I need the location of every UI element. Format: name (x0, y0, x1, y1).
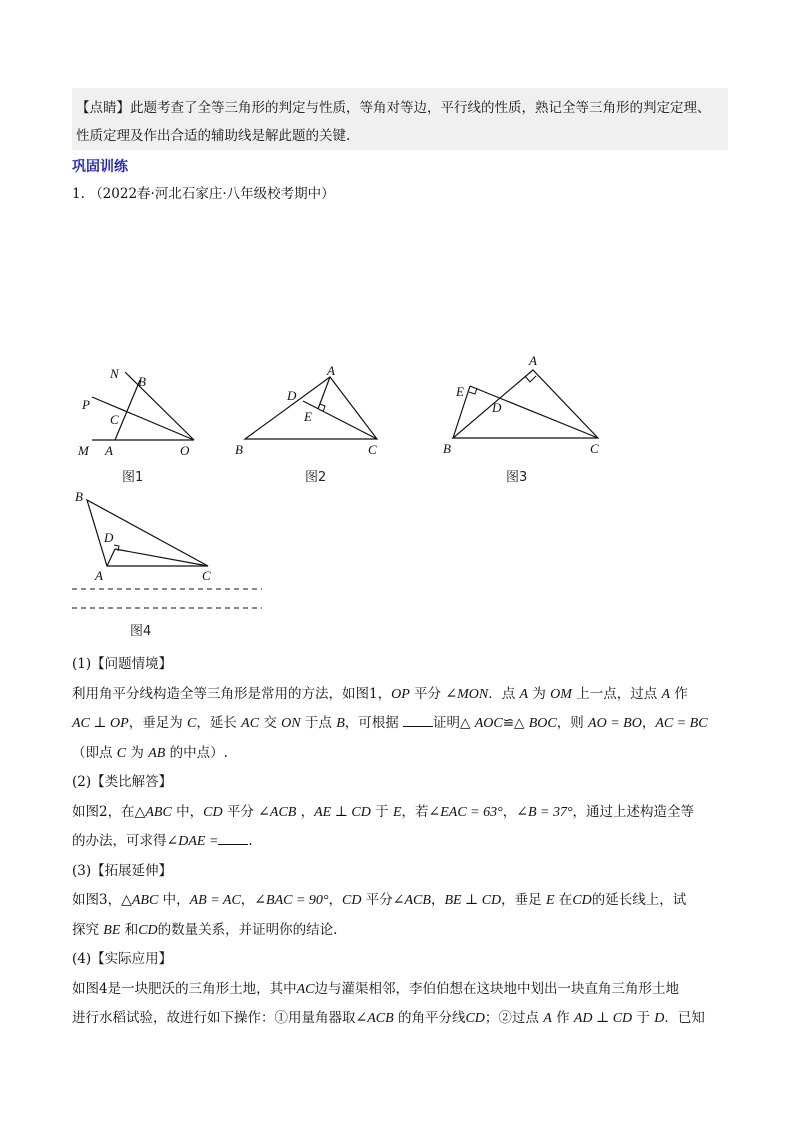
part-3-line-2 (72, 916, 732, 946)
text: ≌△ (502, 715, 529, 731)
text: 为 (528, 685, 551, 702)
text: 如图4是一块肥沃的三角形土地，其中 (72, 980, 297, 997)
text: ， (641, 715, 656, 731)
figure-3 (440, 352, 610, 460)
answer-blank-2[interactable] (218, 832, 248, 845)
text: 的数量关系，并证明你的结论. (157, 921, 338, 938)
figure-2-diagram (232, 362, 392, 462)
math: E (392, 804, 402, 820)
math: D (654, 1011, 665, 1026)
math: ∠EAC = 63° (428, 804, 503, 820)
part-2-title: (2)【类比解答】 (72, 774, 173, 790)
text: 利用角平分线构造全等三角形是常用的方法，如图1， (72, 685, 392, 702)
math: A (519, 686, 529, 702)
text: 作 (551, 1010, 574, 1026)
math: △ABC (134, 804, 172, 820)
math: AB (148, 745, 166, 761)
section-title: 巩固训练 (72, 159, 128, 175)
fig2-label-E: E (304, 409, 312, 424)
math: OM (550, 686, 572, 702)
text: 为 (126, 744, 149, 761)
text: 探究 (72, 921, 104, 938)
part-2-line-1 (72, 798, 732, 828)
text: 的中点）. (165, 744, 228, 761)
part-3-title: (3)【拓展延伸】 (72, 862, 173, 879)
part-4-line-1 (72, 975, 732, 1005)
text: 和 (120, 921, 139, 938)
part-1-line-3 (72, 739, 732, 769)
math: BE (103, 922, 121, 938)
text: 进行水稻试验，故进行如下操作：①用量角器取 (72, 1010, 356, 1026)
text: ，垂足 (501, 892, 546, 908)
fig3-label-D: D (492, 400, 502, 415)
figure-3-diagram (440, 352, 610, 460)
math: AE ⊥ CD (314, 804, 371, 820)
text: 平分 (222, 803, 259, 820)
fig1-label-N: N (110, 366, 119, 381)
text: ，延长 (196, 715, 242, 731)
text: ， (502, 803, 517, 820)
fig1-label-C: C (110, 412, 119, 427)
math: AC (296, 981, 315, 997)
math: B (336, 716, 345, 731)
text: 边与灌渠相邻，李伯伯想在这块地中划出一块直角三角形土地 (314, 980, 679, 997)
text: 中， (171, 803, 204, 820)
text: （即点 (72, 744, 117, 761)
text: ．已知 (664, 1010, 705, 1026)
math: CD (572, 893, 592, 908)
part-4-line-2 (72, 1004, 732, 1034)
figure-1 (70, 360, 210, 465)
math: AC = BC (655, 716, 708, 731)
question-header (72, 182, 335, 202)
math: ∠MON (445, 686, 489, 702)
math: ∠ACB (258, 804, 297, 820)
figure-3-caption: 图3 (506, 470, 528, 485)
text: 作 (670, 685, 688, 702)
math: BE ⊥ CD (444, 893, 502, 908)
math: BOC (528, 716, 557, 731)
part-1-line-2 (72, 709, 732, 739)
text: 于点 (300, 715, 337, 731)
text: ， (296, 803, 315, 820)
figure-2 (232, 362, 392, 462)
key-point-note (72, 88, 728, 150)
fig3-label-A: A (529, 353, 537, 368)
text: ， (430, 892, 445, 908)
figure-2-caption: 图2 (305, 470, 327, 485)
fig1-label-O: O (180, 443, 190, 458)
fig1-label-B: B (138, 374, 146, 389)
text: 如图3， (72, 892, 122, 908)
text: 如图2，在 (72, 803, 135, 820)
part-4-title: (4)【实际应用】 (72, 951, 173, 967)
math: A (661, 686, 671, 702)
text: ，可根据 (344, 715, 404, 731)
text: 于 (370, 803, 393, 820)
math: AB = AC (189, 893, 241, 908)
fig4-label-B: B (75, 489, 83, 504)
text: 平分 (409, 685, 446, 702)
text: ；②过点 (484, 1010, 544, 1026)
figure-4 (70, 486, 270, 616)
fig4-label-A: A (95, 568, 103, 583)
text: 于 (632, 1010, 655, 1026)
fig3-label-C: C (590, 441, 599, 456)
math: CD (342, 893, 362, 908)
fig3-label-E: E (456, 384, 464, 399)
fig1-label-M: M (78, 443, 89, 458)
figure-4-caption: 图4 (130, 624, 152, 639)
fig2-label-D: D (287, 388, 297, 403)
math: ∠BAC = 90° (254, 893, 329, 908)
text: 在 (554, 892, 573, 908)
fig2-label-B: B (235, 442, 243, 457)
text: 平分 (361, 892, 393, 908)
text: 的角平分线 (393, 1010, 466, 1026)
part-1-title: (1)【问题情境】 (72, 656, 173, 672)
fig2-label-A: A (327, 363, 335, 378)
problem-body (72, 650, 732, 1034)
math: AD ⊥ CD (573, 1011, 633, 1026)
math: AC ⊥ OP (72, 716, 129, 731)
text: 的办法，可求得 (72, 833, 167, 849)
math: ∠ACB (355, 1011, 394, 1026)
math: C (116, 745, 127, 761)
fig4-label-C: C (202, 568, 211, 583)
text: ，垂足为 (128, 715, 188, 731)
math: OP (391, 686, 410, 702)
text: ， (328, 892, 343, 908)
math: C (187, 716, 197, 731)
text: . (248, 833, 253, 849)
text: 上一点，过点 (571, 685, 662, 702)
question-source: （2022春·河北石家庄·八年级校考期中） (89, 186, 335, 202)
part-2-line-2 (72, 827, 732, 857)
question-number: 1. (72, 186, 85, 202)
note-line-2: 性质定理及作出合适的辅助线是解此题的关键. (76, 128, 351, 144)
math: CD (465, 1011, 485, 1026)
math: CD (138, 922, 158, 938)
math: CD (203, 804, 223, 820)
text: ．点 (488, 685, 520, 702)
figure-4-diagram (70, 486, 270, 616)
text: 证明△ (433, 715, 475, 731)
text: 交 (259, 715, 282, 731)
figure-1-caption: 图1 (122, 470, 144, 485)
math: ∠DAE = (166, 834, 219, 849)
text: ，若 (401, 803, 429, 820)
part-1-line-1 (72, 680, 732, 710)
answer-blank-1[interactable] (403, 714, 433, 727)
math: A (543, 1011, 552, 1026)
fig2-label-C: C (368, 442, 377, 457)
fig4-label-D: D (104, 530, 114, 545)
text: 的延长线上，试 (591, 892, 687, 908)
text: ， (240, 892, 255, 908)
fig3-label-B: B (443, 441, 451, 456)
math: ON (281, 716, 301, 731)
fig1-label-A: A (105, 443, 113, 458)
note-line-1: 【点睛】此题考查了全等三角形的判定与性质，等角对等边，平行线的性质，熟记全等三角形的判定定理、 (76, 100, 711, 116)
text: ，则 (556, 715, 589, 731)
text: ，通过上述构造全等 (572, 803, 695, 820)
math: AO = BO (588, 716, 642, 731)
math: ∠ACB (392, 893, 431, 908)
math: E (545, 893, 555, 908)
part-3-line-1 (72, 886, 732, 916)
math: AC (241, 716, 260, 731)
figure-1-diagram (70, 360, 210, 465)
math: AOC (474, 716, 503, 731)
fig1-label-P: P (82, 397, 90, 412)
text: 中， (158, 892, 190, 908)
math: ∠B = 37° (516, 804, 573, 820)
math: △ABC (121, 893, 159, 908)
